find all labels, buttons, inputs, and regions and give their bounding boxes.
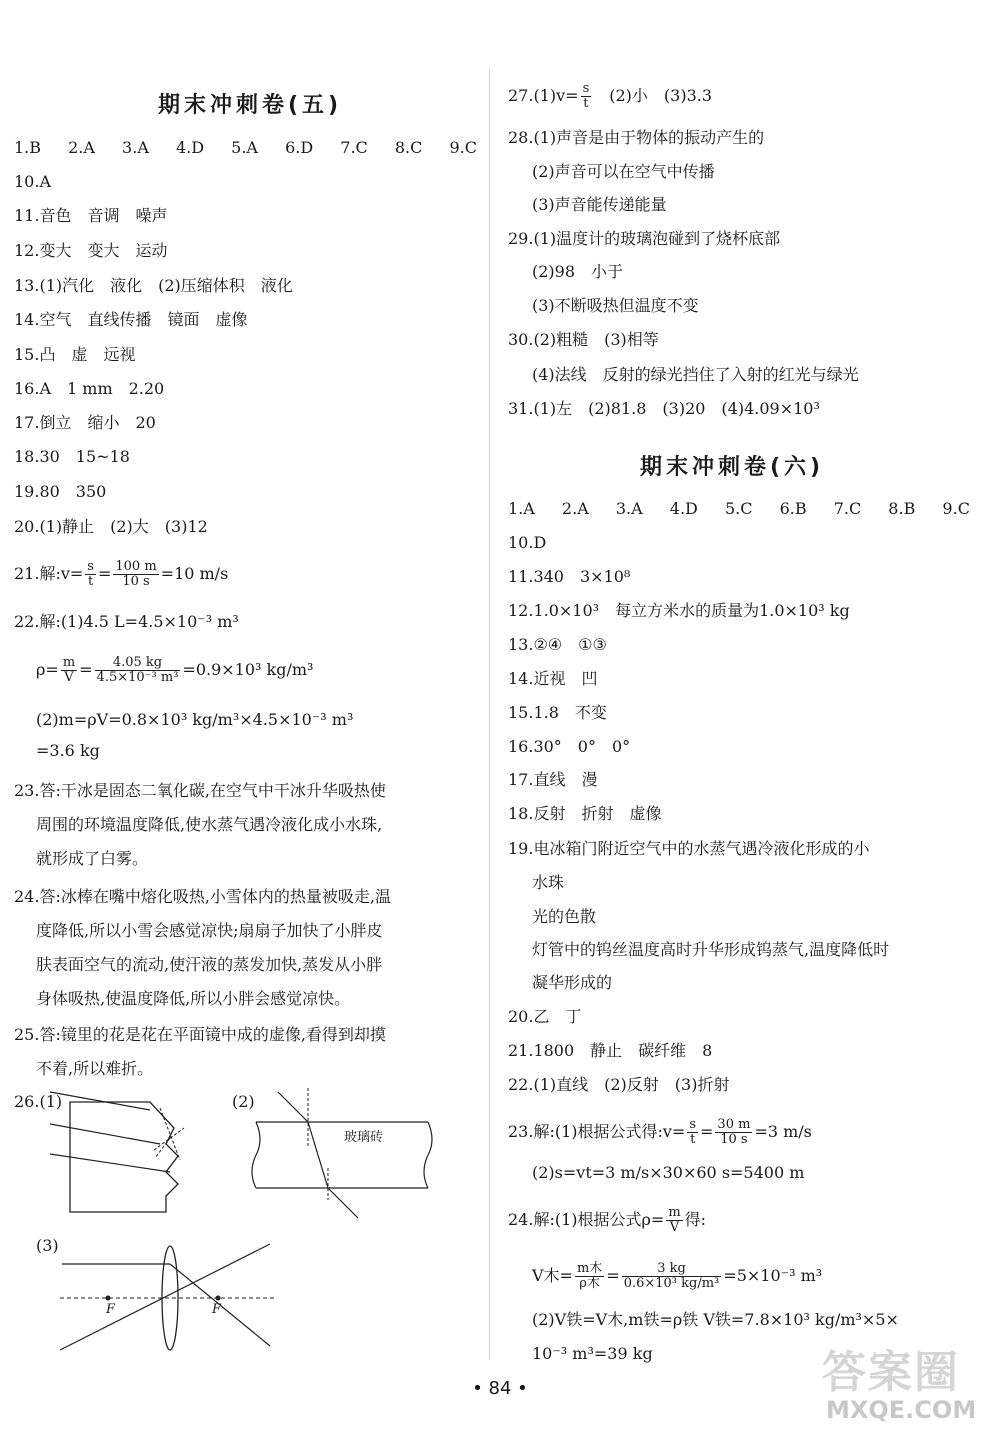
answer-line-formula: 24.解:(1)根据公式ρ= $\frac{m}{V}$ 得: <box>508 1205 707 1235</box>
answer-line: 光的色散 <box>532 907 597 926</box>
answer-line-formula: ρ= $\frac{m}{V}$ = $\frac{4.05 kg}{\text{4.5×10⁻³ m³}}$ =0.9×10³ kg/m³ <box>36 655 314 685</box>
choice-answer: 2.A <box>561 499 589 518</box>
answer-line: 19.80 350 <box>14 482 107 501</box>
answer-line: 身体吸热,使温度降低,所以小胖会感觉凉快。 <box>36 989 351 1008</box>
choice-answer: 9.C <box>942 499 970 518</box>
answer-line: 29.(1)温度计的玻璃泡碰到了烧杯底部 <box>508 229 781 248</box>
exam-title-five: 期末冲刺卷(五) <box>158 93 343 118</box>
answer-line: 度降低,所以小雪会感觉凉快;扇扇子加快了小胖皮 <box>36 921 383 940</box>
choice-answer: 5.A <box>231 138 258 157</box>
formula-text: 21.解:v= <box>14 564 84 583</box>
diagram-label: 26.(1) <box>14 1092 63 1111</box>
answer-line: 15.凸 虚 远视 <box>14 345 136 364</box>
choice-answer: 6.B <box>779 499 807 518</box>
optics-diagram-glass-block <box>250 1088 440 1228</box>
formula-text: =10 m/s <box>160 564 229 583</box>
watermark-url: MXQE.COM <box>826 1396 977 1424</box>
answer-line: 灯管中的钨丝温度高时升华形成钨蒸气,温度降低时 <box>532 940 890 959</box>
answer-line-formula: 21.解:v= $\frac{s}{t}$ = $\frac{100 m}{10 s}$ =10 m/s <box>14 559 229 589</box>
choice-answers-row <box>14 138 477 158</box>
glass-block-label: 玻璃砖 <box>344 1130 384 1145</box>
answer-line: 20.乙 丁 <box>508 1007 582 1026</box>
answer-line: 30.(2)粗糙 (3)相等 <box>508 330 659 349</box>
answer-line: 肤表面空气的流动,使汗液的蒸发加快,蒸发从小胖 <box>36 955 383 974</box>
choice-answer: 1.B <box>14 138 42 157</box>
answer-line: 22.(1)直线 (2)反射 (3)折射 <box>508 1075 730 1094</box>
choice-answer: 8.B <box>888 499 916 518</box>
answer-line: 22.解:(1)4.5 L=4.5×10⁻³ m³ <box>14 612 239 631</box>
choice-answer: 5.C <box>724 499 753 518</box>
answer-line: 不着,所以难折。 <box>36 1059 154 1078</box>
answer-line: 10.A <box>14 172 51 191</box>
answer-line: (2)V铁=V木,m铁=ρ铁 V铁=7.8×10³ kg/m³×5× <box>532 1310 899 1329</box>
optics-diagram-reflector <box>50 1088 200 1218</box>
answer-line: 23.答:干冰是固态二氧化碳,在空气中干冰升华吸热使 <box>14 781 386 800</box>
answer-line: 20.(1)静止 (2)大 (3)12 <box>14 517 208 536</box>
choice-answers-row <box>508 499 970 519</box>
answer-line: (2)s=vt=3 m/s×30×60 s=5400 m <box>532 1163 805 1182</box>
choice-answer: 3.A <box>615 499 643 518</box>
answer-line-formula: 27.(1)v= $\frac{s}{t}$ (2)小 (3)3.3 <box>508 81 713 111</box>
answer-line: 19.电冰箱门附近空气中的水蒸气遇冷液化形成的小 <box>508 839 870 858</box>
focus-label: F <box>212 1302 222 1317</box>
answer-line: 16.30° 0° 0° <box>508 737 631 756</box>
answer-line: 25.答:镜里的花是花在平面镜中成的虚像,看得到却摸 <box>14 1025 386 1044</box>
answer-line: 12.变大 变大 运动 <box>14 241 168 260</box>
watermark-logo <box>812 1336 982 1428</box>
answer-line: 18.反射 折射 虚像 <box>508 804 662 823</box>
answer-line: 周围的环境温度降低,使水蒸气遇冷液化成小水珠, <box>36 815 383 834</box>
answer-line-formula: 23.解:(1)根据公式得:v= $\frac{s}{t}$ = $\frac{30 m}{10 s}$ =3 m/s <box>508 1117 812 1147</box>
answer-line-formula: V木= $\frac{\text{m木}}{\text{ρ木}}$ = $\frac{3 kg}{\text{0.6×10³ kg/m³}}$ =5×10⁻³ m³ <box>532 1261 823 1291</box>
answer-line: 14.空气 直线传播 镜面 虚像 <box>14 310 248 329</box>
answer-line: 16.A 1 mm 2.20 <box>14 379 165 398</box>
answer-line: (3)声音能传递能量 <box>532 195 667 214</box>
fraction: $\frac{4.05 kg}{\text{4.5×10⁻³ m³}}$ <box>96 655 179 685</box>
answer-line: 24.答:冰棒在嘴中熔化吸热,小雪体内的热量被吸走,温 <box>14 887 392 906</box>
answer-line: 12.1.0×10³ 每立方米水的质量为1.0×10³ kg <box>508 601 850 620</box>
answer-line: 18.30 15~18 <box>14 447 130 466</box>
answer-line: 11.音色 音调 噪声 <box>14 206 168 225</box>
answer-line: (2)98 小于 <box>532 262 624 281</box>
answer-line: 14.近视 凹 <box>508 669 598 688</box>
choice-answer: 2.A <box>68 138 95 157</box>
answer-line: 21.1800 静止 碳纤维 8 <box>508 1041 713 1060</box>
choice-answer: 1.A <box>508 499 535 518</box>
choice-answer: 4.D <box>175 138 205 157</box>
answer-line: 31.(1)左 (2)81.8 (3)20 (4)4.09×10³ <box>508 399 820 418</box>
fraction: $\frac{m}{V}$ <box>668 1205 681 1235</box>
answer-line: 11.340 3×10⁸ <box>508 567 631 586</box>
answer-line: 17.倒立 缩小 20 <box>14 413 156 432</box>
fraction: $\frac{\text{m木}}{\text{ρ木}}$ <box>576 1261 603 1291</box>
fraction: $\frac{s}{t}$ <box>87 559 94 589</box>
choice-answer: 7.C <box>833 499 862 518</box>
answer-line: =3.6 kg <box>36 741 100 760</box>
answer-line: 17.直线 漫 <box>508 770 598 789</box>
answer-line: 凝华形成的 <box>532 973 613 992</box>
answer-line: 15.1.8 不变 <box>508 703 607 722</box>
answer-line: 28.(1)声音是由于物体的振动产生的 <box>508 128 765 147</box>
answer-line: (2)声音可以在空气中传播 <box>532 162 715 181</box>
diagram-label: (3) <box>36 1236 59 1255</box>
answer-line: (2)m=ρV=0.8×10³ kg/m³×4.5×10⁻³ m³ <box>36 710 354 729</box>
fraction: $\frac{s}{t}$ <box>582 81 590 111</box>
page-number: • 84 • <box>472 1378 528 1399</box>
fraction: $\frac{s}{t}$ <box>689 1117 697 1147</box>
column-divider <box>489 70 490 1360</box>
answer-line: (3)不断吸热但温度不变 <box>532 296 699 315</box>
watermark-text: 答案圈 <box>822 1347 960 1398</box>
choice-answer: 6.D <box>285 138 314 157</box>
answer-line: 13.②④ ①③ <box>508 635 607 654</box>
answer-line: 水珠 <box>532 873 565 892</box>
exam-title-six: 期末冲刺卷(六) <box>640 455 825 480</box>
answer-line: 10⁻³ m³=39 kg <box>532 1344 653 1363</box>
diagram-label: (2) <box>232 1092 255 1111</box>
answer-line: 10.D <box>508 533 547 552</box>
choice-answer: 7.C <box>340 138 368 157</box>
answer-line: (4)法线 反射的绿光挡住了入射的红光与绿光 <box>532 365 859 384</box>
choice-answer: 9.C <box>449 138 477 157</box>
fraction: $\frac{30 m}{10 s}$ <box>717 1117 751 1147</box>
fraction: $\frac{m}{V}$ <box>62 655 76 685</box>
answer-line: 就形成了白雾。 <box>36 849 149 868</box>
fraction: $\frac{3 kg}{\text{0.6×10³ kg/m³}}$ <box>623 1261 720 1291</box>
answer-line: 13.(1)汽化 液化 (2)压缩体积 液化 <box>14 276 293 295</box>
choice-answer: 4.D <box>669 499 698 518</box>
focus-label: F <box>106 1302 116 1317</box>
choice-answer: 3.A <box>122 138 149 157</box>
choice-answer: 8.C <box>394 138 423 157</box>
fraction: $\frac{100 m}{10 s}$ <box>115 559 157 589</box>
optics-diagram-convex-lens <box>60 1242 280 1352</box>
